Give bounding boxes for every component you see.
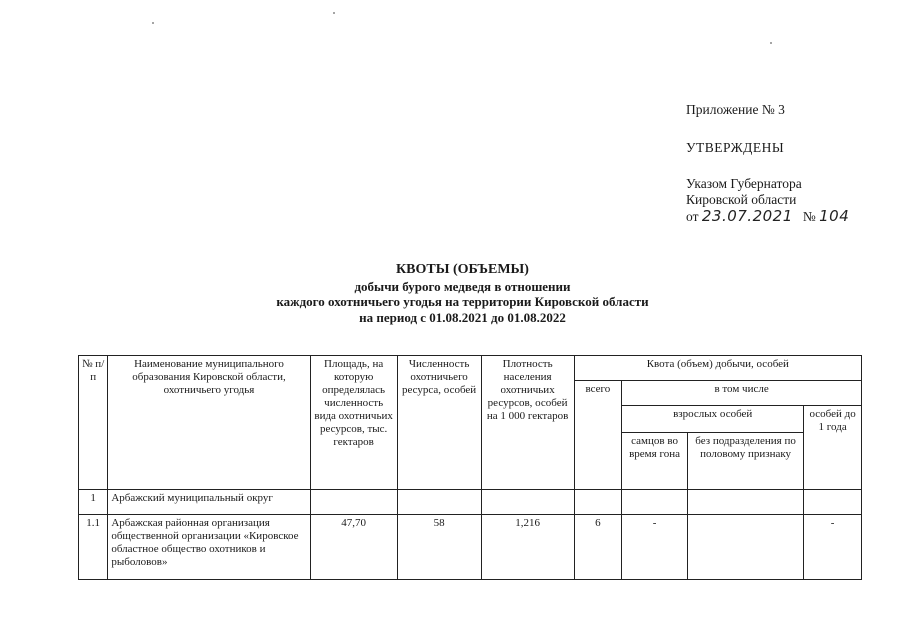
decree-line-2: Кировской области [686,192,797,207]
cell-total [574,490,622,515]
cell-density: 1,216 [481,515,574,580]
cell-males-rut [622,490,688,515]
approved-label: УТВЕРЖДЕНЫ [686,140,785,155]
decree-date-number [686,208,886,225]
header-quota: Квота (объем) добычи, особей [574,356,861,381]
header-area: Площадь, на которую определялась численность вида охотничьих ресурсов, тыс. гектаров [310,356,397,490]
cell-no-sex-division [687,490,803,515]
cell-num: 1.1 [79,515,108,580]
cell-no-sex-division [687,515,803,580]
table-row [79,515,862,580]
cell-name: Арбажская районная организация общественной организации «Кировское областное общество охотников и рыболовов» [108,515,310,580]
title-line-4: на период с 01.08.2021 до 01.08.2022 [359,309,566,325]
handwritten-number: 104 [819,207,850,225]
decree-line-1: Указом Губернатора [686,176,802,191]
scan-speck [152,22,154,24]
cell-males-rut: - [622,515,688,580]
header-no-sex-division: без подразделения по половому признаку [687,433,803,490]
cell-num: 1 [79,490,108,515]
cell-total: 6 [574,515,622,580]
quota-table [78,355,862,580]
title-main: КВОТЫ (ОБЪЕМЫ) [396,262,529,277]
header-num: № п/п [79,356,108,490]
header-young: особей до 1 года [804,406,862,490]
header-males-rut: самцов во время гона [622,433,688,490]
header-including: в том числе [622,381,862,406]
annex-number: Приложение № 3 [686,102,785,117]
title-line-3: каждого охотничьего угодья на территории Кировской области [276,294,649,309]
cell-population: 58 [397,515,481,580]
cell-population [397,490,481,515]
cell-area [310,490,397,515]
header-name: Наименование муниципального образования Кировской области, охотничьего угодья [108,356,310,490]
handwritten-date: 23.07.2021 [701,207,793,225]
header-density: Плотность населения охотничьих ресурсов, особей на 1 000 гектаров [481,356,574,490]
title-line-2: добычи бурого медведя в отношении [354,278,571,294]
cell-area: 47,70 [310,515,397,580]
cell-name: Арбажский муниципальный округ [108,490,310,515]
document-title [180,262,745,325]
from-label: от [686,209,699,224]
header-total: всего [574,381,622,490]
header-population: Численность охотничьего ресурса, особей [397,356,481,490]
header-adults: взрослых особей [622,406,804,433]
cell-density [481,490,574,515]
number-label: № [802,209,816,224]
scan-speck [333,12,335,14]
cell-young: - [804,515,862,580]
scan-speck [770,42,772,44]
cell-young [804,490,862,515]
approval-block [686,102,886,225]
table-row [79,490,862,515]
